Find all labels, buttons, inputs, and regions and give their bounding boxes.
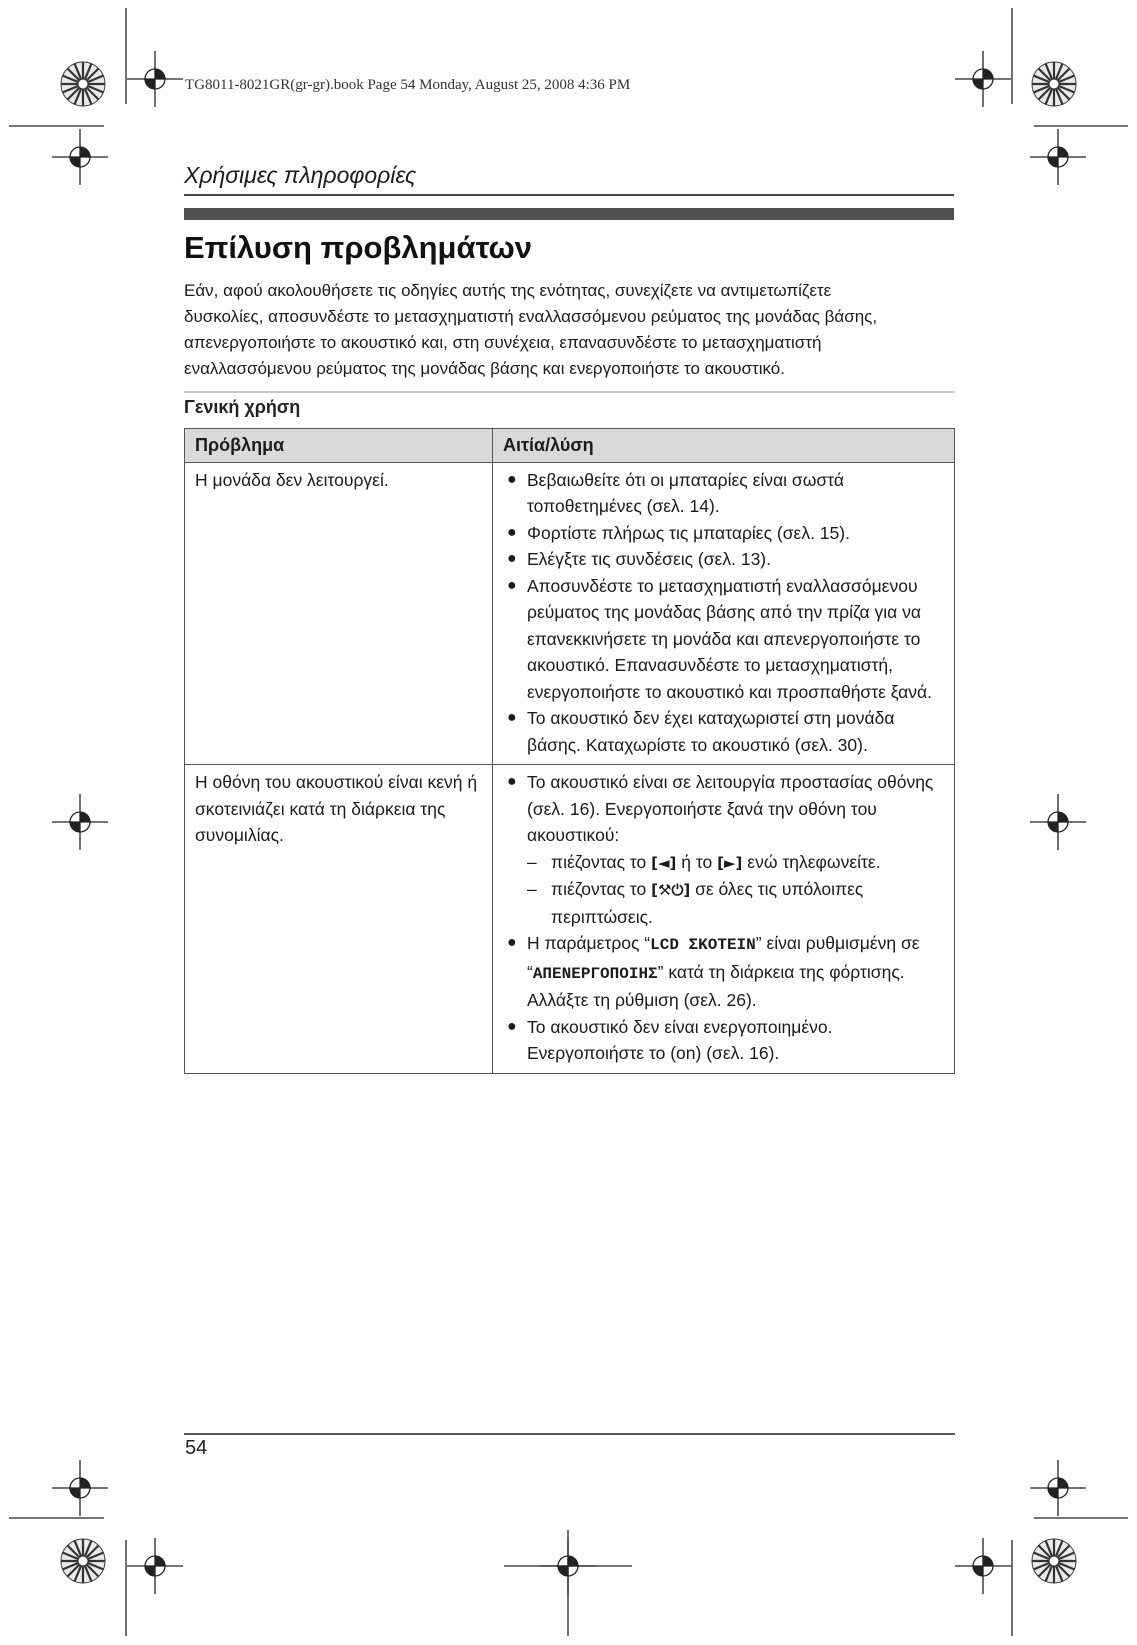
- bullet-icon: ●: [507, 576, 517, 594]
- left-key-icon: [◄]: [651, 853, 677, 872]
- list-item: [503, 769, 944, 930]
- bullet-icon: ●: [507, 709, 517, 726]
- page-title: Επίλυση προβλημάτων: [184, 230, 532, 265]
- page-number: 54: [185, 1437, 208, 1459]
- bullet-icon: ●: [507, 773, 517, 790]
- bullet-icon: ●: [507, 1017, 517, 1035]
- bullet-icon: ●: [507, 934, 517, 951]
- header-cause: Αιτία/λύση: [493, 429, 955, 463]
- dash-icon: –: [527, 851, 537, 872]
- cause-text: Το ακουστικό είναι σε λειτουργία προστασίας οθόνης (σελ. 16). Ενεργοποιήστε ξανά την οθόνη του ακουστικού:: [527, 772, 934, 845]
- dash-icon: –: [527, 879, 537, 899]
- cause-text: Ελέγξτε τις συνδέσεις (σελ. 13).: [527, 549, 771, 569]
- list-item: [503, 930, 944, 1014]
- intro-line: Εάν, αφού ακολουθήσετε τις οδηγίες αυτής της ενότητας, συνεχίζετε να αντιμετωπίζετε: [184, 281, 832, 300]
- intro-paragraph: [184, 278, 956, 382]
- problem-cell: Η οθόνη του ακουστικού είναι κενή ή σκοτεινιάζει κατά τη διάρκεια της συνομιλίας.: [185, 765, 493, 1074]
- sub-list: [527, 849, 944, 931]
- bullet-icon: ●: [507, 470, 517, 488]
- sub-text: πιέζοντας το: [551, 851, 647, 872]
- list-item: [503, 705, 944, 758]
- list-item: [503, 1014, 944, 1067]
- sub-list-item: [527, 876, 944, 930]
- section-title: Χρήσιμες πληροφορίες: [184, 162, 417, 188]
- intro-line: απενεργοποιήστε το ακουστικό και, στη συνέχεια, επανασυνδέστε το μετασχηματιστή: [184, 333, 822, 352]
- bullet-icon: ●: [507, 550, 517, 567]
- print-header: TG8011-8021GR(gr-gr).book Page 54 Monday, August 25, 2008 4:36 PM: [185, 77, 631, 93]
- cause-text: Φορτίστε πλήρως τις μπαταρίες (σελ. 15).: [527, 522, 850, 543]
- cause-text: Η παράμετρος “: [527, 933, 651, 953]
- cause-text: Βεβαιωθείτε ότι οι μπαταρίες είναι σωστά τοποθετημένες (σελ. 14).: [527, 469, 844, 516]
- header-problem: Πρόβλημα: [185, 429, 493, 463]
- intro-line: εναλλασσόμενου ρεύματος της μονάδας βάσης και ενεργοποιήστε το ακουστικό.: [184, 359, 785, 378]
- subheading-rule: [184, 391, 955, 393]
- cause-text: ” είναι ρυθμισμένη σε “: [527, 933, 920, 982]
- cause-list: [503, 467, 944, 759]
- list-item: [503, 467, 944, 520]
- table-row: [185, 462, 955, 765]
- sub-text: ενώ τηλεφωνείτε.: [747, 851, 881, 872]
- off-power-key-icon: [⚒⏻]: [651, 881, 691, 899]
- sub-text: σε όλες τις υπόλοιπες περιπτώσεις.: [551, 879, 864, 927]
- subheading: Γενική χρήση: [184, 397, 301, 417]
- right-key-icon: [►]: [717, 853, 743, 872]
- troubleshooting-table: [184, 428, 955, 1074]
- section-rule: [184, 194, 954, 196]
- sub-list-item: [527, 849, 944, 877]
- list-item: [503, 546, 944, 573]
- list-item: [503, 573, 944, 706]
- display-setting-code: ΑΠΕΝΕΡΓΟΠΟΙΗΣ: [532, 964, 658, 983]
- display-setting-code: LCD ΣΚΟΤΕΙΝ: [650, 936, 756, 954]
- intro-line: δυσκολίες, αποσυνδέστε το μετασχηματιστή εναλλασσόμενου ρεύματος της μονάδας βάσης,: [184, 307, 878, 326]
- bullet-icon: ●: [507, 523, 517, 541]
- table-header-row: [185, 429, 955, 463]
- sub-text: ή το: [681, 851, 713, 872]
- cause-cell: [493, 462, 955, 765]
- sub-text: πιέζοντας το: [551, 879, 647, 899]
- list-item: [503, 520, 944, 547]
- title-bar: [184, 208, 954, 220]
- cause-list: [503, 769, 944, 1067]
- cause-cell: [493, 765, 955, 1074]
- cause-text: Αποσυνδέστε το μετασχηματιστή εναλλασσόμενου ρεύματος της μονάδας βάσης από την πρίζα για να επανεκκινήσετε τη μονάδα και απενεργοποιήστε το ακουστικό. Επανασυνδέστε το μετασχηματιστή, ενεργοποιήστε το ακουστικό και προσπαθήστε ξανά.: [527, 575, 933, 702]
- cause-text: Το ακουστικό δεν είναι ενεργοποιημένο. Ενεργοποιήστε το (on) (σελ. 16).: [527, 1016, 833, 1063]
- table-row: [185, 765, 955, 1074]
- cause-text: Το ακουστικό δεν έχει καταχωριστεί στη μονάδα βάσης. Καταχωρίστε το ακουστικό (σελ. 30).: [527, 708, 895, 755]
- cause-text: ” κατά τη διάρκεια της φόρτισης. Αλλάξτε τη ρύθμιση (σελ. 26).: [527, 961, 905, 1010]
- footer-rule: [184, 1433, 955, 1435]
- problem-cell: Η μονάδα δεν λειτουργεί.: [185, 462, 493, 765]
